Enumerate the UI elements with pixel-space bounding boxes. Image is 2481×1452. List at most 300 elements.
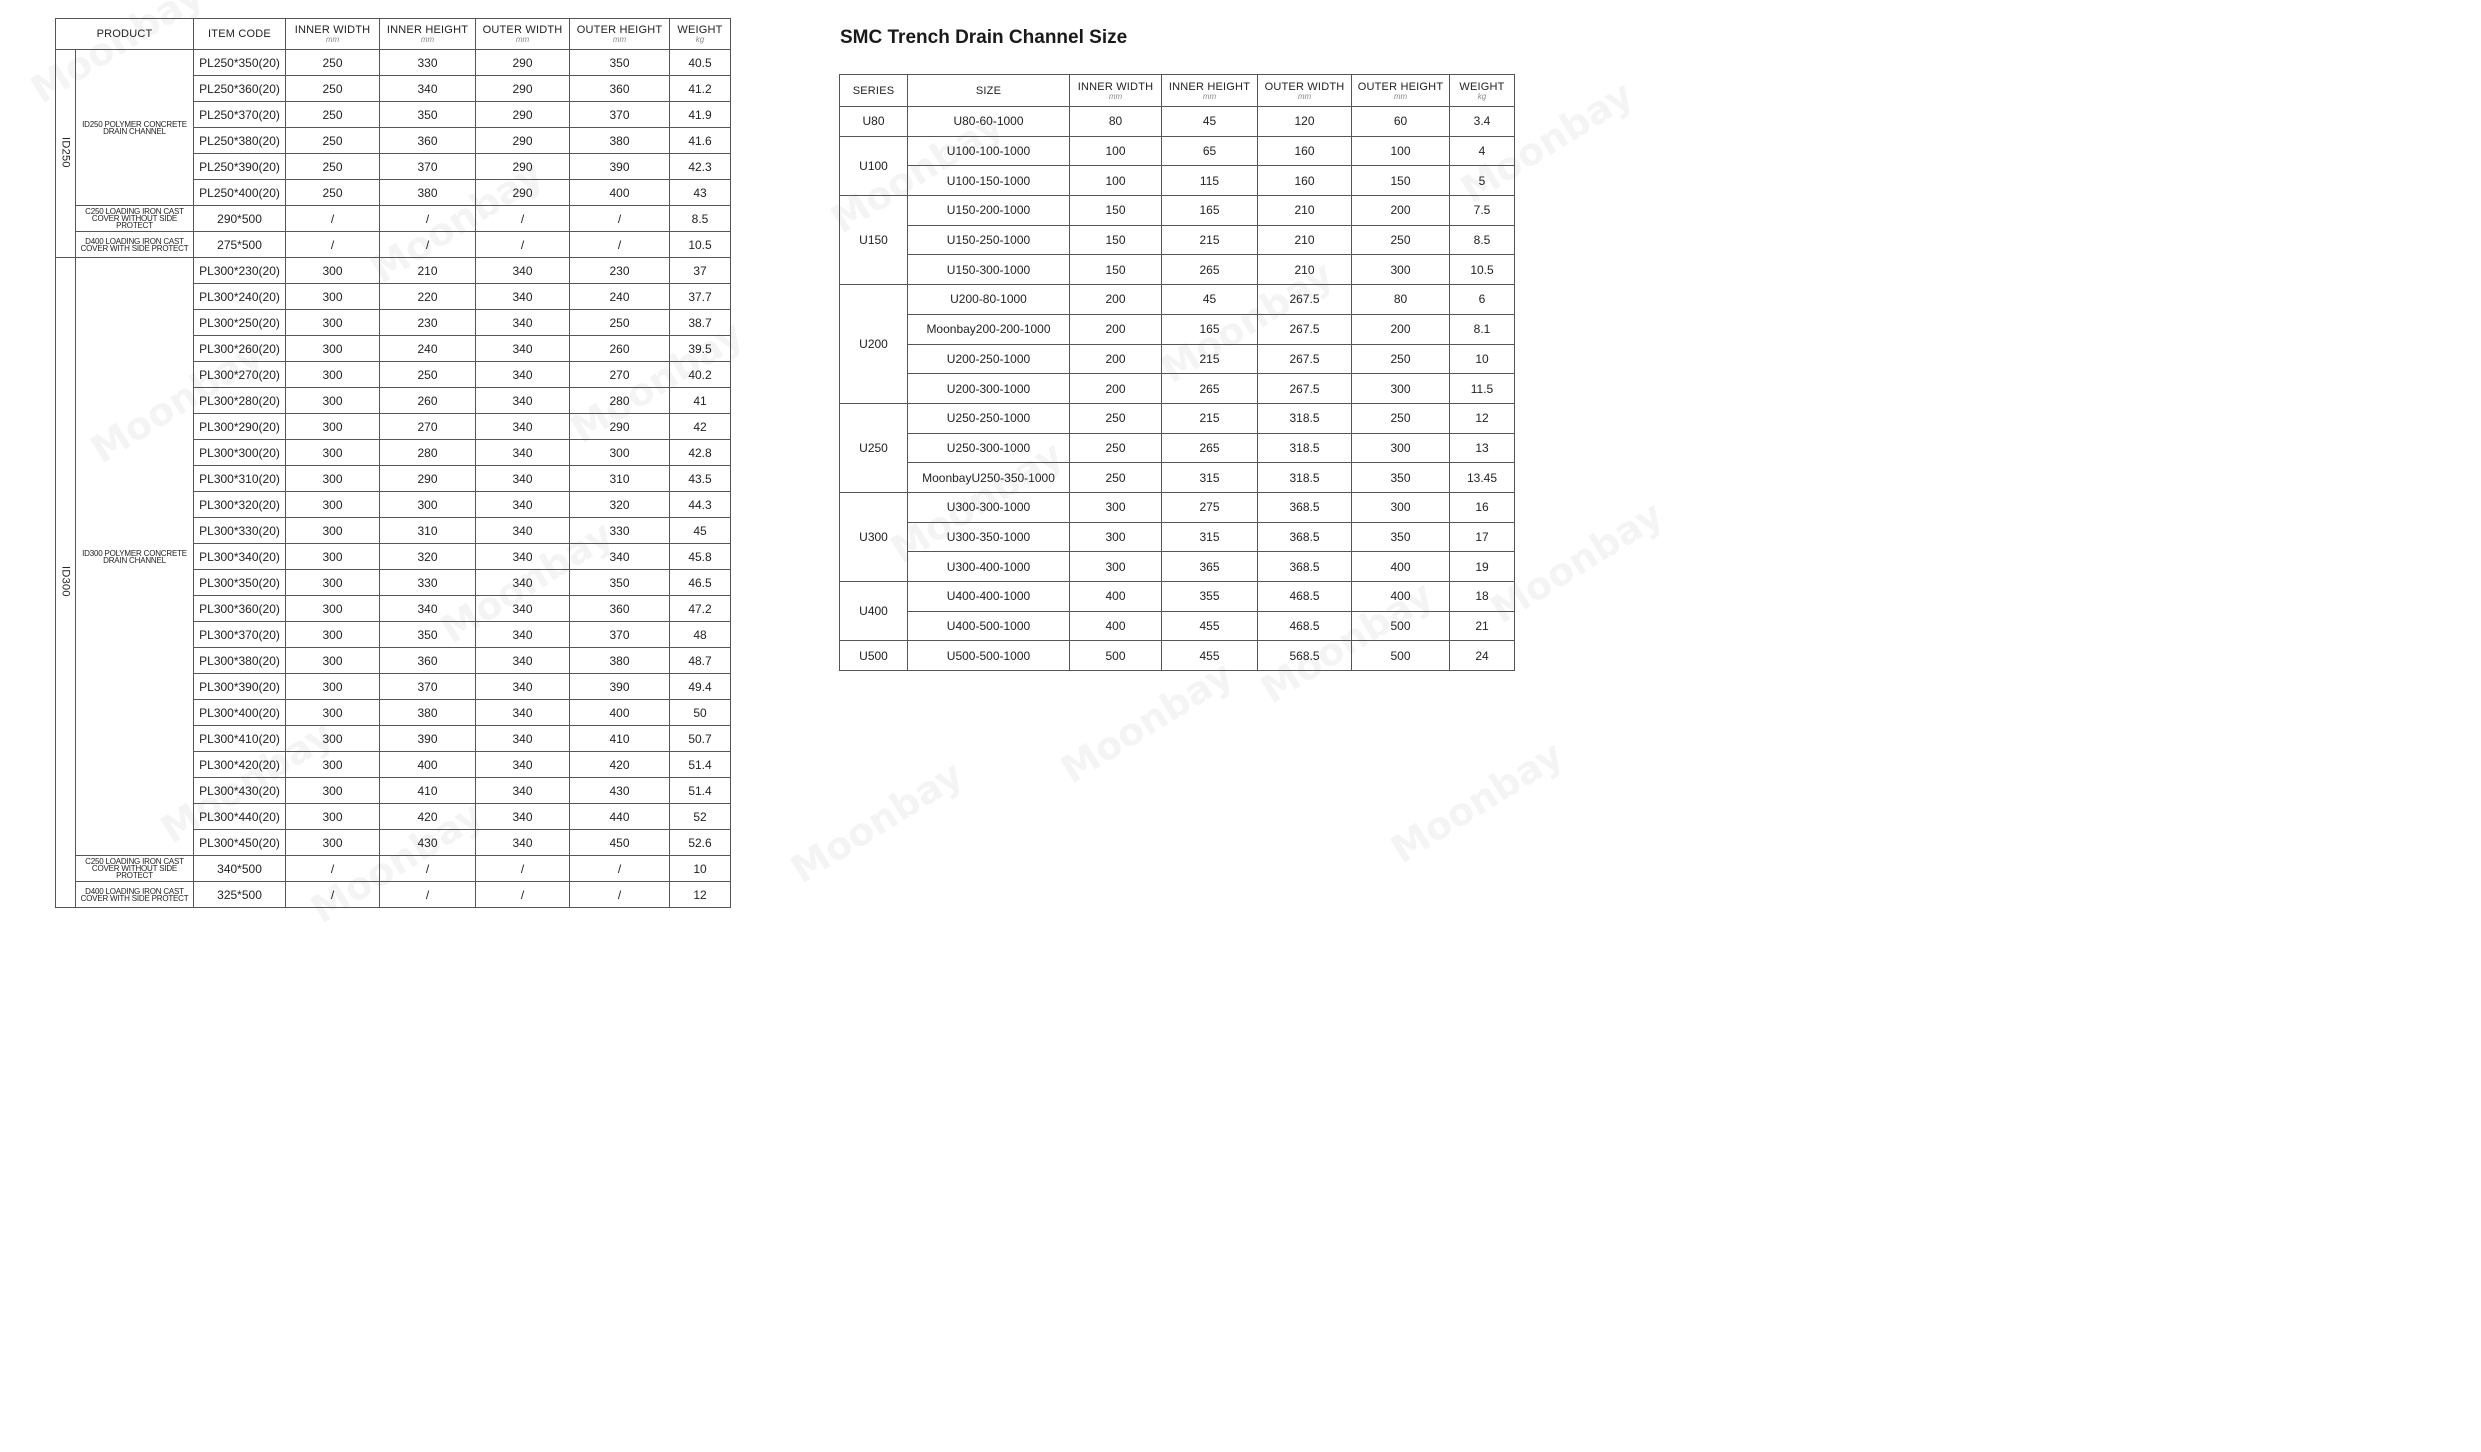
product-cell: C250 LOADING IRON CAST COVER WITHOUT SIDE PROTECT [76, 206, 194, 232]
value-cell: 267.5 [1258, 344, 1352, 374]
table-row [840, 403, 1515, 433]
value-cell: 45 [670, 518, 731, 544]
value-cell: 380 [380, 700, 476, 726]
value-cell: 240 [380, 336, 476, 362]
value-cell: 200 [1070, 344, 1162, 374]
column-header [908, 75, 1070, 107]
value-cell: 400 [1352, 582, 1450, 612]
value-cell: 150 [1070, 255, 1162, 285]
value-cell: 280 [380, 440, 476, 466]
value-cell: 330 [380, 570, 476, 596]
item-code-cell: PL300*440(20) [194, 804, 286, 830]
size-cell: U100-150-1000 [908, 166, 1070, 196]
column-unit: mm [325, 35, 340, 44]
value-cell: 320 [570, 492, 670, 518]
value-cell: 150 [1070, 196, 1162, 226]
value-cell: 440 [570, 804, 670, 830]
value-cell: 380 [380, 180, 476, 206]
value-cell: 37 [670, 258, 731, 284]
item-code-cell: 340*500 [194, 856, 286, 882]
product-cell: D400 LOADING IRON CAST COVER WITH SIDE PROTECT [76, 882, 194, 908]
value-cell: 200 [1070, 314, 1162, 344]
value-cell: 400 [1352, 552, 1450, 582]
value-cell: 17 [1450, 522, 1515, 552]
table-row [840, 374, 1515, 404]
value-cell: 200 [1070, 285, 1162, 315]
column-header-label: PRODUCT [96, 28, 153, 40]
table-header-row [840, 75, 1515, 107]
value-cell: 10 [1450, 344, 1515, 374]
item-code-cell: PL300*330(20) [194, 518, 286, 544]
value-cell: 60 [1352, 107, 1450, 137]
series-cell [56, 258, 76, 908]
value-cell: 250 [1352, 403, 1450, 433]
value-cell: 200 [1070, 374, 1162, 404]
table-row [56, 50, 731, 76]
value-cell: 8.5 [670, 206, 731, 232]
value-cell: 4 [1450, 136, 1515, 166]
value-cell: / [286, 856, 380, 882]
polymer-drain-table [55, 18, 731, 908]
item-code-cell: PL300*270(20) [194, 362, 286, 388]
column-header-label: INNER HEIGHT [386, 24, 469, 36]
item-code-cell: PL300*450(20) [194, 830, 286, 856]
value-cell: 250 [1070, 433, 1162, 463]
value-cell: 250 [286, 154, 380, 180]
item-code-cell: PL300*340(20) [194, 544, 286, 570]
column-unit: mm [1202, 91, 1217, 101]
item-code-cell: PL300*380(20) [194, 648, 286, 674]
value-cell: 568.5 [1258, 641, 1352, 671]
value-cell: / [570, 856, 670, 882]
value-cell: 290 [476, 76, 570, 102]
value-cell: 370 [380, 674, 476, 700]
value-cell: 290 [380, 466, 476, 492]
product-cell: ID300 POLYMER CONCRETE DRAIN CHANNEL [76, 258, 194, 856]
column-unit: mm [515, 35, 530, 44]
size-cell: U300-400-1000 [908, 552, 1070, 582]
value-cell: 18 [1450, 582, 1515, 612]
value-cell: 52 [670, 804, 731, 830]
series-cell: U100 [840, 136, 908, 195]
value-cell: 300 [286, 544, 380, 570]
series-cell: U400 [840, 582, 908, 641]
value-cell: 80 [1070, 107, 1162, 137]
column-unit: mm [420, 35, 435, 44]
value-cell: 50 [670, 700, 731, 726]
value-cell: 43 [670, 180, 731, 206]
value-cell: 300 [1070, 522, 1162, 552]
value-cell: 300 [286, 466, 380, 492]
size-cell: U400-400-1000 [908, 582, 1070, 612]
value-cell: 250 [1070, 403, 1162, 433]
value-cell: 40.5 [670, 50, 731, 76]
value-cell: 3.4 [1450, 107, 1515, 137]
table-row [56, 206, 731, 232]
item-code-cell: PL300*420(20) [194, 752, 286, 778]
value-cell: 80 [1352, 285, 1450, 315]
value-cell: 260 [380, 388, 476, 414]
value-cell: 340 [476, 284, 570, 310]
value-cell: / [286, 206, 380, 232]
item-code-cell: PL250*360(20) [194, 76, 286, 102]
series-cell [56, 50, 76, 258]
value-cell: 165 [1162, 196, 1258, 226]
item-code-cell: PL250*380(20) [194, 128, 286, 154]
column-header [286, 19, 380, 50]
value-cell: 43.5 [670, 466, 731, 492]
value-cell: 120 [1258, 107, 1352, 137]
value-cell: 300 [1352, 492, 1450, 522]
value-cell: 350 [380, 102, 476, 128]
value-cell: 350 [570, 570, 670, 596]
table-row [56, 258, 731, 284]
value-cell: 100 [1070, 166, 1162, 196]
value-cell: 230 [380, 310, 476, 336]
value-cell: 250 [286, 128, 380, 154]
value-cell: 340 [476, 388, 570, 414]
value-cell: 300 [286, 310, 380, 336]
size-cell: U150-250-1000 [908, 225, 1070, 255]
page-title: SMC Trench Drain Channel Size [840, 27, 1128, 48]
value-cell: 340 [476, 726, 570, 752]
value-cell: 380 [570, 648, 670, 674]
value-cell: 300 [286, 440, 380, 466]
value-cell: 300 [286, 284, 380, 310]
value-cell: 300 [286, 622, 380, 648]
value-cell: 300 [286, 804, 380, 830]
value-cell: 318.5 [1258, 403, 1352, 433]
series-cell: U200 [840, 285, 908, 404]
value-cell: 50.7 [670, 726, 731, 752]
value-cell: 400 [570, 700, 670, 726]
value-cell: 65 [1162, 136, 1258, 166]
value-cell: 500 [1352, 641, 1450, 671]
item-code-cell: PL300*410(20) [194, 726, 286, 752]
column-header-label: WEIGHT [1459, 80, 1505, 93]
value-cell: / [570, 206, 670, 232]
series-cell: U300 [840, 492, 908, 581]
item-code-cell: PL300*390(20) [194, 674, 286, 700]
item-code-cell: PL300*300(20) [194, 440, 286, 466]
value-cell: 350 [1352, 463, 1450, 493]
value-cell: 468.5 [1258, 611, 1352, 641]
column-header [1258, 75, 1352, 107]
value-cell: 38.7 [670, 310, 731, 336]
value-cell: 310 [570, 466, 670, 492]
series-label: ID250 [59, 136, 72, 168]
value-cell: 330 [380, 50, 476, 76]
value-cell: 300 [286, 648, 380, 674]
value-cell: 468.5 [1258, 582, 1352, 612]
value-cell: 215 [1162, 403, 1258, 433]
column-header [1162, 75, 1258, 107]
value-cell: 420 [380, 804, 476, 830]
value-cell: / [380, 882, 476, 908]
value-cell: 250 [286, 180, 380, 206]
value-cell: 250 [286, 76, 380, 102]
value-cell: / [286, 882, 380, 908]
value-cell: 49.4 [670, 674, 731, 700]
column-unit: mm [1108, 91, 1123, 101]
value-cell: 160 [1258, 166, 1352, 196]
value-cell: 5 [1450, 166, 1515, 196]
table-row [840, 285, 1515, 315]
value-cell: 48 [670, 622, 731, 648]
table-row [840, 611, 1515, 641]
value-cell: 340 [476, 700, 570, 726]
size-cell: U250-250-1000 [908, 403, 1070, 433]
table-row [840, 344, 1515, 374]
value-cell: 260 [570, 336, 670, 362]
column-header-label: OUTER HEIGHT [576, 24, 663, 36]
value-cell: 41 [670, 388, 731, 414]
value-cell: 340 [476, 492, 570, 518]
column-unit: kg [695, 35, 705, 44]
value-cell: 370 [570, 622, 670, 648]
column-header [194, 19, 286, 50]
item-code-cell: PL300*370(20) [194, 622, 286, 648]
table-row [56, 856, 731, 882]
column-header [1352, 75, 1450, 107]
item-code-cell: 290*500 [194, 206, 286, 232]
value-cell: 267.5 [1258, 374, 1352, 404]
value-cell: 318.5 [1258, 433, 1352, 463]
value-cell: 250 [1352, 344, 1450, 374]
value-cell: 320 [380, 544, 476, 570]
value-cell: / [286, 232, 380, 258]
value-cell: / [476, 856, 570, 882]
value-cell: 41.9 [670, 102, 731, 128]
value-cell: 300 [286, 518, 380, 544]
value-cell: 10 [670, 856, 731, 882]
value-cell: 340 [476, 622, 570, 648]
value-cell: 250 [286, 50, 380, 76]
value-cell: 368.5 [1258, 522, 1352, 552]
value-cell: 275 [1162, 492, 1258, 522]
value-cell: 455 [1162, 611, 1258, 641]
value-cell: 340 [476, 414, 570, 440]
value-cell: 250 [1070, 463, 1162, 493]
table-row [840, 107, 1515, 137]
size-cell: U100-100-1000 [908, 136, 1070, 166]
value-cell: 200 [1352, 314, 1450, 344]
value-cell: 19 [1450, 552, 1515, 582]
series-cell: U150 [840, 196, 908, 285]
item-code-cell: PL300*230(20) [194, 258, 286, 284]
value-cell: 220 [380, 284, 476, 310]
value-cell: 300 [286, 674, 380, 700]
series-cell: U250 [840, 403, 908, 492]
column-unit: mm [612, 35, 627, 44]
value-cell: 21 [1450, 611, 1515, 641]
value-cell: 300 [286, 700, 380, 726]
item-code-cell: PL300*350(20) [194, 570, 286, 596]
table-row [840, 225, 1515, 255]
value-cell: 10.5 [1450, 255, 1515, 285]
value-cell: 45 [1162, 285, 1258, 315]
value-cell: 430 [570, 778, 670, 804]
value-cell: 41.2 [670, 76, 731, 102]
value-cell: 340 [476, 258, 570, 284]
size-cell: U400-500-1000 [908, 611, 1070, 641]
column-header-label: INNER WIDTH [1077, 80, 1154, 93]
value-cell: 250 [1352, 225, 1450, 255]
column-header-label: ITEM CODE [208, 28, 271, 40]
size-cell: MoonbayU250-350-1000 [908, 463, 1070, 493]
value-cell: 37.7 [670, 284, 731, 310]
size-cell: Moonbay200-200-1000 [908, 314, 1070, 344]
item-code-cell: PL300*320(20) [194, 492, 286, 518]
value-cell: 370 [380, 154, 476, 180]
value-cell: 210 [380, 258, 476, 284]
value-cell: 210 [1258, 255, 1352, 285]
value-cell: 300 [1070, 492, 1162, 522]
value-cell: 300 [286, 336, 380, 362]
item-code-cell: PL300*250(20) [194, 310, 286, 336]
value-cell: / [476, 206, 570, 232]
series-cell: U500 [840, 641, 908, 671]
value-cell: 350 [570, 50, 670, 76]
value-cell: / [476, 232, 570, 258]
value-cell: 51.4 [670, 752, 731, 778]
value-cell: 300 [1352, 433, 1450, 463]
size-cell: U250-300-1000 [908, 433, 1070, 463]
value-cell: 450 [570, 830, 670, 856]
value-cell: 300 [286, 414, 380, 440]
value-cell: 370 [570, 102, 670, 128]
value-cell: 13.45 [1450, 463, 1515, 493]
value-cell: 230 [570, 258, 670, 284]
value-cell: 10.5 [670, 232, 731, 258]
item-code-cell: PL300*310(20) [194, 466, 286, 492]
value-cell: 360 [380, 648, 476, 674]
size-cell: U300-300-1000 [908, 492, 1070, 522]
value-cell: 340 [476, 544, 570, 570]
value-cell: 45 [1162, 107, 1258, 137]
value-cell: 350 [380, 622, 476, 648]
column-header [56, 19, 194, 50]
item-code-cell: 325*500 [194, 882, 286, 908]
value-cell: 455 [1162, 641, 1258, 671]
column-unit: mm [1297, 91, 1312, 101]
value-cell: 250 [570, 310, 670, 336]
watermark-text [783, 752, 970, 892]
column-unit: kg [1477, 91, 1487, 101]
value-cell: 52.6 [670, 830, 731, 856]
column-header-label: SIZE [975, 84, 1002, 97]
value-cell: 500 [1352, 611, 1450, 641]
table-row [56, 232, 731, 258]
value-cell: 290 [476, 102, 570, 128]
item-code-cell: PL300*430(20) [194, 778, 286, 804]
value-cell: 215 [1162, 225, 1258, 255]
column-header [380, 19, 476, 50]
value-cell: 24 [1450, 641, 1515, 671]
product-cell: ID250 POLYMER CONCRETE DRAIN CHANNEL [76, 50, 194, 206]
item-code-cell: PL300*400(20) [194, 700, 286, 726]
value-cell: 340 [476, 362, 570, 388]
item-code-cell: PL250*370(20) [194, 102, 286, 128]
column-unit: mm [1393, 91, 1408, 101]
column-header-label: INNER WIDTH [294, 24, 371, 36]
value-cell: 165 [1162, 314, 1258, 344]
size-cell: U200-250-1000 [908, 344, 1070, 374]
value-cell: 46.5 [670, 570, 731, 596]
value-cell: / [380, 856, 476, 882]
smc-drain-table [839, 74, 1515, 671]
column-header [1450, 75, 1515, 107]
value-cell: 310 [380, 518, 476, 544]
value-cell: 300 [286, 362, 380, 388]
value-cell: 390 [380, 726, 476, 752]
value-cell: 340 [380, 76, 476, 102]
value-cell: 265 [1162, 433, 1258, 463]
value-cell: 360 [570, 76, 670, 102]
value-cell: / [570, 232, 670, 258]
value-cell: 318.5 [1258, 463, 1352, 493]
value-cell: 51.4 [670, 778, 731, 804]
value-cell: 11.5 [1450, 374, 1515, 404]
value-cell: 300 [1070, 552, 1162, 582]
value-cell: 290 [476, 50, 570, 76]
value-cell: 315 [1162, 522, 1258, 552]
value-cell: / [380, 206, 476, 232]
column-header-label: WEIGHT [677, 24, 723, 36]
value-cell: 300 [286, 570, 380, 596]
column-header [476, 19, 570, 50]
value-cell: 150 [1352, 166, 1450, 196]
watermark-text [1053, 652, 1240, 792]
value-cell: 270 [570, 362, 670, 388]
column-header-label: OUTER WIDTH [1264, 80, 1345, 93]
value-cell: 42.8 [670, 440, 731, 466]
value-cell: 200 [1352, 196, 1450, 226]
value-cell: 500 [1070, 641, 1162, 671]
table-row [840, 166, 1515, 196]
value-cell: 210 [1258, 196, 1352, 226]
table-header-row [56, 19, 731, 50]
value-cell: 250 [380, 362, 476, 388]
value-cell: 400 [1070, 611, 1162, 641]
value-cell: 42.3 [670, 154, 731, 180]
value-cell: 340 [476, 310, 570, 336]
value-cell: / [570, 882, 670, 908]
size-cell: U200-300-1000 [908, 374, 1070, 404]
item-code-cell: PL250*400(20) [194, 180, 286, 206]
column-header-label: INNER HEIGHT [1168, 80, 1251, 93]
value-cell: 315 [1162, 463, 1258, 493]
value-cell: 39.5 [670, 336, 731, 362]
item-code-cell: PL300*240(20) [194, 284, 286, 310]
value-cell: 7.5 [1450, 196, 1515, 226]
value-cell: 400 [380, 752, 476, 778]
value-cell: 355 [1162, 582, 1258, 612]
value-cell: 290 [476, 128, 570, 154]
value-cell: 300 [286, 492, 380, 518]
value-cell: 40.2 [670, 362, 731, 388]
value-cell: 300 [570, 440, 670, 466]
value-cell: 270 [380, 414, 476, 440]
column-header-label: OUTER WIDTH [482, 24, 563, 36]
value-cell: 44.3 [670, 492, 731, 518]
value-cell: 45.8 [670, 544, 731, 570]
value-cell: 290 [476, 154, 570, 180]
table-row [840, 196, 1515, 226]
value-cell: 100 [1070, 136, 1162, 166]
table-row [840, 641, 1515, 671]
value-cell: 340 [476, 674, 570, 700]
